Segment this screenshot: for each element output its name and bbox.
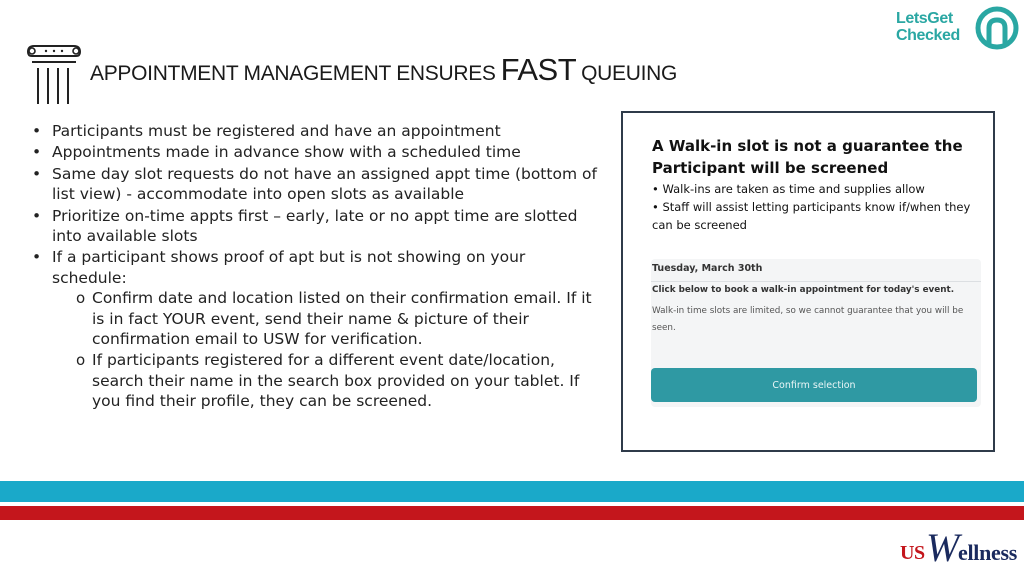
title-part1: APPOINTMENT MANAGEMENT ENSURES xyxy=(90,62,496,85)
callout-line: • Walk-ins are taken as time and supplies allow xyxy=(652,182,925,196)
booking-note: Walk-in time slots are limited, so we cannot guarantee that you will be seen. xyxy=(652,306,964,333)
letsgetchecked-logo xyxy=(896,4,1022,54)
bullet-item: • Same day slot requests do not have an assigned appt time (bottom of list view) - accommodate into open slots as available xyxy=(30,164,600,205)
bullet-item: • Prioritize on-time appts first – early, late or no appt time are slotted into available slots xyxy=(30,206,600,247)
usw-rest: ellness xyxy=(958,540,1018,565)
booking-divider xyxy=(651,281,981,282)
bullet-text: If a participant shows proof of apt but is not showing on your schedule: xyxy=(52,248,526,287)
slide-title xyxy=(90,52,677,88)
walk-in-booking-screenshot xyxy=(651,259,981,407)
pillar-icon xyxy=(22,42,86,106)
lgc-line1: LetsGet xyxy=(896,10,953,27)
booking-instruction: Click below to book a walk-in appointment for today's event. xyxy=(652,285,955,295)
sub-bullet-item: o Confirm date and location listed on their confirmation email. If it is in fact YOUR event, send their name & picture of their confirmation email to USW for verification. xyxy=(76,288,600,349)
bullet-item: • Appointments made in advance show with a scheduled time xyxy=(30,142,600,162)
walk-in-callout-box xyxy=(621,111,995,452)
letsgetchecked-mark-icon xyxy=(974,4,1020,54)
usw-w: W xyxy=(926,525,960,570)
sub-bullet-item: o If participants registered for a different event date/location, search their name in the search box provided on your tablet. If you find their profile, they can be screened. xyxy=(76,350,600,411)
title-part2: QUEUING xyxy=(581,62,678,85)
confirm-selection-button[interactable]: Confirm selection xyxy=(651,368,977,402)
sub-bullet-list xyxy=(52,288,600,411)
usw-us: US xyxy=(900,542,925,564)
bullet-item xyxy=(30,247,600,411)
callout-title: A Walk-in slot is not a guarantee the Participant will be screened xyxy=(652,137,963,177)
booking-date: Tuesday, March 30th xyxy=(652,263,763,274)
footer-red-bar xyxy=(0,506,1024,520)
uswellness-logo xyxy=(896,524,1022,572)
title-emphasis: FAST xyxy=(500,52,577,87)
lgc-line2: Checked xyxy=(896,27,960,44)
callout-lines xyxy=(652,180,982,234)
callout-line: • Staff will assist letting participants know if/when they can be screened xyxy=(652,200,971,232)
bullet-list xyxy=(30,121,600,413)
bullet-item: • Participants must be registered and have an appointment xyxy=(30,121,600,141)
letsgetchecked-wordmark xyxy=(896,10,960,44)
footer-teal-bar xyxy=(0,481,1024,502)
